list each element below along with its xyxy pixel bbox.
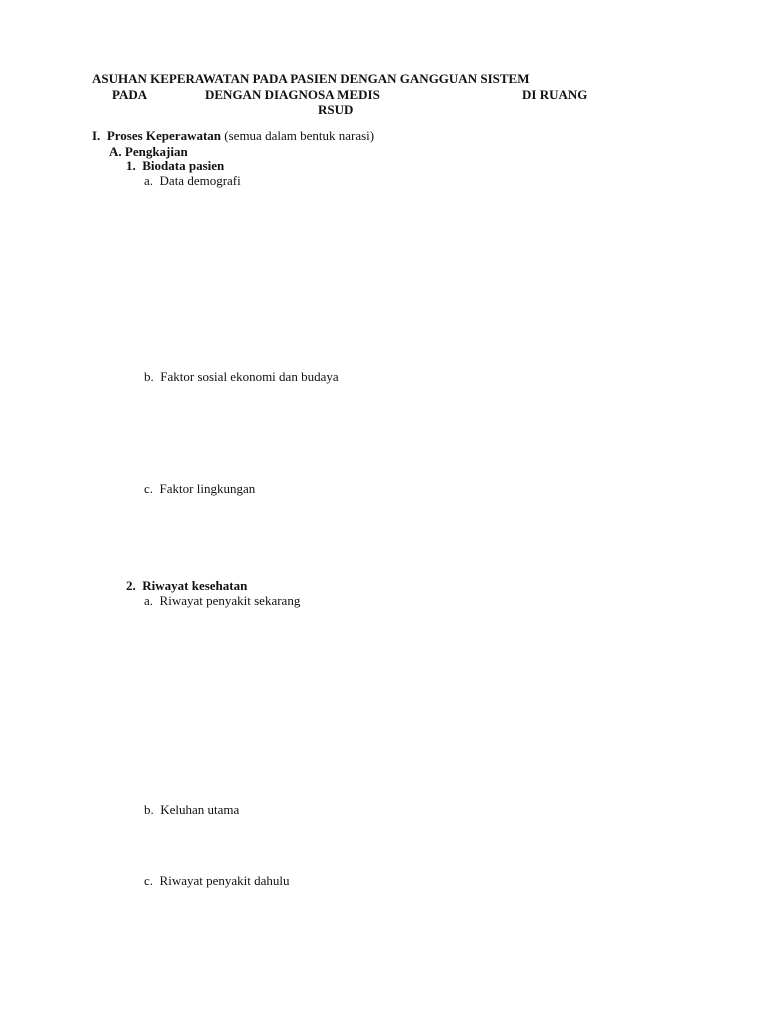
subitem-text: Riwayat penyakit sekarang bbox=[159, 593, 301, 608]
subitem-label: a. bbox=[144, 593, 154, 608]
subitem-label: c. bbox=[144, 873, 154, 888]
subitem-data-demografi bbox=[144, 173, 241, 189]
subitem-riwayat-dahulu bbox=[144, 873, 290, 889]
subitem-faktor-sosial bbox=[144, 369, 339, 385]
subitem-label: b. bbox=[144, 802, 154, 817]
subitem-label: a. bbox=[144, 173, 154, 188]
section-roman: I. bbox=[92, 128, 101, 143]
subitem-riwayat-sekarang bbox=[144, 593, 300, 609]
section-title: Proses Keperawatan bbox=[106, 128, 222, 143]
subitem-text: Keluhan utama bbox=[160, 802, 240, 817]
section-heading bbox=[92, 128, 374, 144]
item-riwayat-number: 2. bbox=[126, 578, 136, 593]
subsection-pengkajian: A. Pengkajian bbox=[109, 144, 188, 159]
item-biodata-title: Biodata pasien bbox=[142, 158, 225, 173]
section-note: (semua dalam bentuk narasi) bbox=[224, 128, 375, 143]
subitem-text: Faktor lingkungan bbox=[159, 481, 256, 496]
document-title-line1: ASUHAN KEPERAWATAN PADA PASIEN DENGAN GANGGUAN SISTEM bbox=[92, 71, 530, 86]
item-biodata-number: 1. bbox=[126, 158, 136, 173]
subitem-label: b. bbox=[144, 369, 154, 384]
subitem-faktor-lingkungan bbox=[144, 481, 255, 497]
document-title-ruang: DI RUANG bbox=[522, 87, 588, 102]
document-title-pada: PADA bbox=[112, 87, 148, 102]
subitem-text: Data demografi bbox=[159, 173, 241, 188]
subitem-text: Faktor sosial ekonomi dan budaya bbox=[160, 369, 339, 384]
subitem-keluhan-utama bbox=[144, 802, 239, 818]
document-title-diagnosa: DENGAN DIAGNOSA MEDIS bbox=[205, 87, 380, 102]
subitem-text: Riwayat penyakit dahulu bbox=[159, 873, 290, 888]
subitem-label: c. bbox=[144, 481, 154, 496]
item-riwayat-title: Riwayat kesehatan bbox=[142, 578, 248, 593]
item-biodata bbox=[126, 158, 224, 174]
item-riwayat-kesehatan bbox=[126, 578, 247, 594]
document-title-rsud: RSUD bbox=[318, 102, 354, 117]
